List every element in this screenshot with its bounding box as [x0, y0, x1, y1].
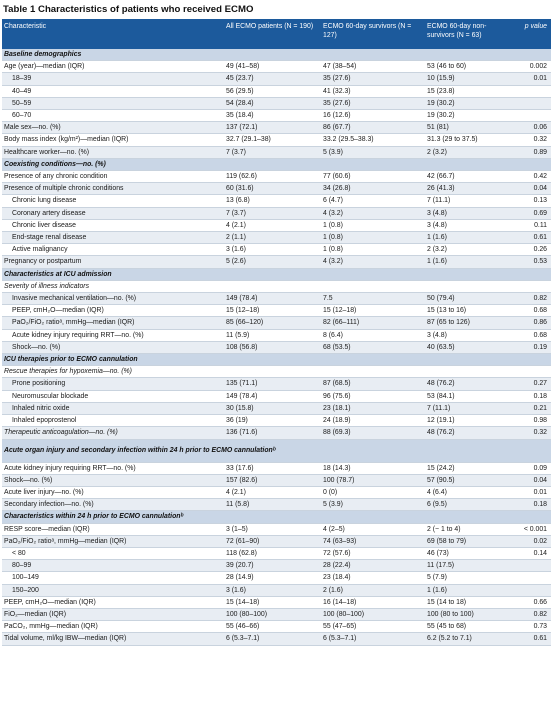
subsection-title: Severity of illness indicators — [2, 280, 551, 292]
cell-survivors: 47 (38–54) — [321, 61, 425, 73]
table-row — [2, 256, 551, 268]
cell-non-survivors: 19 (30.2) — [425, 110, 505, 122]
table-row — [2, 61, 551, 73]
cell-all-patients: 135 (71.1) — [224, 378, 321, 390]
cell-characteristic: Prone positioning — [2, 378, 224, 390]
table-row — [2, 195, 551, 207]
cell-characteristic: 60–70 — [2, 110, 224, 122]
cell-non-survivors: 2 (3.2) — [425, 244, 505, 256]
cell-all-patients: 39 (20.7) — [224, 560, 321, 572]
cell-characteristic: Body mass index (kg/m²)—median (IQR) — [2, 134, 224, 146]
cell-non-survivors: 2 (3.2) — [425, 146, 505, 158]
section-header-row — [2, 439, 551, 462]
cell-survivors: 15 (12–18) — [321, 305, 425, 317]
cell-p-value: 0.89 — [505, 146, 551, 158]
cell-characteristic: Chronic lung disease — [2, 195, 224, 207]
cell-characteristic: PaO₂/FiO₂ ratioᵃ, mmHg—median (IQR) — [2, 317, 224, 329]
cell-p-value: 0.98 — [505, 415, 551, 427]
cell-all-patients: 11 (5.8) — [224, 499, 321, 511]
table-row — [2, 134, 551, 146]
table-body — [2, 49, 551, 645]
cell-all-patients: 157 (82.6) — [224, 474, 321, 486]
cell-all-patients: 15 (14–18) — [224, 596, 321, 608]
cell-characteristic: Chronic liver disease — [2, 219, 224, 231]
cell-survivors: 18 (14.3) — [321, 462, 425, 474]
cell-characteristic: PaCO₂, mmHg—median (IQR) — [2, 621, 224, 633]
table-row — [2, 85, 551, 97]
cell-non-survivors: 31.3 (29 to 37.5) — [425, 134, 505, 146]
cell-non-survivors: 42 (66.7) — [425, 171, 505, 183]
cell-p-value: 0.73 — [505, 621, 551, 633]
cell-characteristic: 100–149 — [2, 572, 224, 584]
cell-p-value: 0.26 — [505, 244, 551, 256]
cell-all-patients: 35 (18.4) — [224, 110, 321, 122]
table-row — [2, 207, 551, 219]
cell-characteristic: Acute liver injury—no. (%) — [2, 486, 224, 498]
table-row — [2, 232, 551, 244]
cell-characteristic: Male sex—no. (%) — [2, 122, 224, 134]
cell-survivors: 41 (32.3) — [321, 85, 425, 97]
header-p-value: p value — [505, 19, 551, 49]
cell-all-patients: 56 (29.5) — [224, 85, 321, 97]
table-row — [2, 171, 551, 183]
cell-characteristic: Coronary artery disease — [2, 207, 224, 219]
cell-p-value: 0.18 — [505, 499, 551, 511]
header-row — [2, 19, 551, 49]
cell-all-patients: 5 (2.6) — [224, 256, 321, 268]
cell-non-survivors: 40 (63.5) — [425, 341, 505, 353]
cell-non-survivors: 50 (79.4) — [425, 293, 505, 305]
cell-characteristic: Neuromuscular blockade — [2, 390, 224, 402]
cell-p-value: 0.01 — [505, 486, 551, 498]
table-row — [2, 110, 551, 122]
cell-survivors: 74 (63–93) — [321, 535, 425, 547]
table-row — [2, 390, 551, 402]
cell-survivors: 23 (18.4) — [321, 572, 425, 584]
cell-p-value: 0.68 — [505, 329, 551, 341]
cell-p-value: 0.32 — [505, 134, 551, 146]
cell-p-value: 0.04 — [505, 183, 551, 195]
cell-non-survivors: 3 (4.8) — [425, 329, 505, 341]
cell-characteristic: End-stage renal disease — [2, 232, 224, 244]
cell-all-patients: 3 (1–5) — [224, 523, 321, 535]
cell-survivors: 1 (0.8) — [321, 244, 425, 256]
cell-survivors: 88 (69.3) — [321, 427, 425, 439]
cell-characteristic: Presence of any chronic condition — [2, 171, 224, 183]
cell-characteristic: Acute kidney injury requiring RRT—no. (%) — [2, 329, 224, 341]
cell-all-patients: 149 (78.4) — [224, 390, 321, 402]
table-row — [2, 462, 551, 474]
cell-survivors: 8 (6.4) — [321, 329, 425, 341]
cell-non-survivors: 3 (4.8) — [425, 207, 505, 219]
cell-survivors: 100 (80–100) — [321, 608, 425, 620]
cell-all-patients: 137 (72.1) — [224, 122, 321, 134]
table-row — [2, 305, 551, 317]
cell-survivors: 4 (3.2) — [321, 207, 425, 219]
table-row — [2, 402, 551, 414]
cell-p-value: 0.61 — [505, 633, 551, 645]
cell-survivors: 16 (14–18) — [321, 596, 425, 608]
cell-survivors: 35 (27.6) — [321, 73, 425, 85]
cell-p-value: 0.66 — [505, 596, 551, 608]
cell-survivors: 87 (68.5) — [321, 378, 425, 390]
table-row — [2, 523, 551, 535]
cell-survivors: 1 (0.8) — [321, 219, 425, 231]
cell-survivors: 2 (1.6) — [321, 584, 425, 596]
cell-survivors: 72 (57.6) — [321, 547, 425, 559]
table-row — [2, 621, 551, 633]
cell-survivors: 86 (67.7) — [321, 122, 425, 134]
cell-all-patients: 49 (41–58) — [224, 61, 321, 73]
cell-survivors: 55 (47–65) — [321, 621, 425, 633]
cell-p-value — [505, 584, 551, 596]
subsection-title: Rescue therapies for hypoxemia—no. (%) — [2, 366, 551, 378]
cell-characteristic: Active malignancy — [2, 244, 224, 256]
cell-non-survivors: 4 (6.4) — [425, 486, 505, 498]
cell-non-survivors: 48 (76.2) — [425, 378, 505, 390]
cell-non-survivors: 55 (45 to 68) — [425, 621, 505, 633]
cell-all-patients: 45 (23.7) — [224, 73, 321, 85]
cell-non-survivors: 1 (1.6) — [425, 232, 505, 244]
cell-survivors: 33.2 (29.5–38.3) — [321, 134, 425, 146]
cell-non-survivors: 46 (73) — [425, 547, 505, 559]
cell-p-value: 0.11 — [505, 219, 551, 231]
cell-characteristic: 150–200 — [2, 584, 224, 596]
cell-non-survivors: 12 (19.1) — [425, 415, 505, 427]
cell-all-patients: 7 (3.7) — [224, 146, 321, 158]
section-header-row — [2, 268, 551, 280]
cell-p-value: 0.18 — [505, 390, 551, 402]
subsection-row — [2, 280, 551, 292]
cell-survivors: 4 (3.2) — [321, 256, 425, 268]
cell-survivors: 16 (12.6) — [321, 110, 425, 122]
cell-p-value: 0.82 — [505, 608, 551, 620]
table-row — [2, 183, 551, 195]
cell-non-survivors: 7 (11.1) — [425, 195, 505, 207]
cell-non-survivors: 53 (46 to 60) — [425, 61, 505, 73]
cell-all-patients: 2 (1.1) — [224, 232, 321, 244]
cell-p-value: 0.68 — [505, 305, 551, 317]
cell-all-patients: 55 (46–66) — [224, 621, 321, 633]
section-header-row — [2, 354, 551, 366]
table-row — [2, 219, 551, 231]
section-title: Baseline demographics — [2, 49, 551, 61]
cell-survivors: 24 (18.9) — [321, 415, 425, 427]
cell-non-survivors: 11 (17.5) — [425, 560, 505, 572]
cell-survivors: 6 (4.7) — [321, 195, 425, 207]
cell-p-value: 0.69 — [505, 207, 551, 219]
cell-non-survivors: 87 (65 to 126) — [425, 317, 505, 329]
section-title: Acute organ injury and secondary infection within 24 h prior to ECMO cannulationᵇ — [2, 439, 551, 462]
cell-all-patients: 6 (5.3–7.1) — [224, 633, 321, 645]
cell-characteristic: Inhaled epoprostenol — [2, 415, 224, 427]
cell-all-patients: 136 (71.6) — [224, 427, 321, 439]
table-row — [2, 244, 551, 256]
table-row — [2, 608, 551, 620]
cell-non-survivors: 5 (7.9) — [425, 572, 505, 584]
cell-non-survivors: 51 (81) — [425, 122, 505, 134]
table-row — [2, 427, 551, 439]
table-row — [2, 499, 551, 511]
subsection-row — [2, 366, 551, 378]
cell-characteristic: Shock—no. (%) — [2, 474, 224, 486]
cell-characteristic: 18–39 — [2, 73, 224, 85]
cell-all-patients: 100 (80–100) — [224, 608, 321, 620]
cell-survivors: 100 (78.7) — [321, 474, 425, 486]
header-all-patients: All ECMO patients (N = 190) — [224, 19, 321, 49]
cell-all-patients: 15 (12–18) — [224, 305, 321, 317]
cell-p-value — [505, 572, 551, 584]
cell-p-value: 0.53 — [505, 256, 551, 268]
cell-characteristic: Age (year)—median (IQR) — [2, 61, 224, 73]
cell-characteristic: Presence of multiple chronic conditions — [2, 183, 224, 195]
cell-characteristic: 80–99 — [2, 560, 224, 572]
cell-p-value: 0.61 — [505, 232, 551, 244]
cell-p-value: 0.21 — [505, 402, 551, 414]
cell-all-patients: 32.7 (29.1–38) — [224, 134, 321, 146]
cell-characteristic: Acute kidney injury requiring RRT—no. (%) — [2, 462, 224, 474]
table-row — [2, 596, 551, 608]
cell-p-value: 0.09 — [505, 462, 551, 474]
cell-all-patients: 36 (19) — [224, 415, 321, 427]
cell-characteristic: PEEP, cmH₂O—median (IQR) — [2, 305, 224, 317]
cell-all-patients: 4 (2.1) — [224, 219, 321, 231]
table-row — [2, 378, 551, 390]
table-row — [2, 122, 551, 134]
cell-non-survivors: 57 (90.5) — [425, 474, 505, 486]
table-row — [2, 572, 551, 584]
cell-characteristic: Tidal volume, ml/kg IBW—median (IQR) — [2, 633, 224, 645]
cell-all-patients: 72 (61–90) — [224, 535, 321, 547]
cell-survivors: 0 (0) — [321, 486, 425, 498]
cell-all-patients: 119 (62.6) — [224, 171, 321, 183]
table-row — [2, 535, 551, 547]
cell-non-survivors: 1 (1.6) — [425, 256, 505, 268]
cell-all-patients: 118 (62.8) — [224, 547, 321, 559]
table-row — [2, 560, 551, 572]
cell-all-patients: 85 (66–120) — [224, 317, 321, 329]
header-characteristic: Characteristic — [2, 19, 224, 49]
cell-non-survivors: 53 (84.1) — [425, 390, 505, 402]
cell-p-value: 0.06 — [505, 122, 551, 134]
cell-characteristic: PaO₂/FiO₂ ratioᵃ, mmHg—median (IQR) — [2, 535, 224, 547]
section-title: ICU therapies prior to ECMO cannulation — [2, 354, 551, 366]
table-row — [2, 415, 551, 427]
cell-characteristic: Healthcare worker—no. (%) — [2, 146, 224, 158]
cell-characteristic: Inhaled nitric oxide — [2, 402, 224, 414]
table-row — [2, 97, 551, 109]
cell-non-survivors: 15 (14 to 18) — [425, 596, 505, 608]
cell-all-patients: 3 (1.6) — [224, 584, 321, 596]
cell-characteristic: 50–59 — [2, 97, 224, 109]
table-row — [2, 73, 551, 85]
cell-p-value: 0.13 — [505, 195, 551, 207]
cell-survivors: 6 (5.3–7.1) — [321, 633, 425, 645]
cell-characteristic: Therapeutic anticoagulation—no. (%) — [2, 427, 224, 439]
table-row — [2, 584, 551, 596]
cell-characteristic: Invasive mechanical ventilation—no. (%) — [2, 293, 224, 305]
cell-non-survivors: 48 (76.2) — [425, 427, 505, 439]
cell-survivors: 77 (60.6) — [321, 171, 425, 183]
cell-non-survivors: 2 (− 1 to 4) — [425, 523, 505, 535]
cell-non-survivors: 100 (80 to 100) — [425, 608, 505, 620]
cell-non-survivors: 15 (23.8) — [425, 85, 505, 97]
table-row — [2, 547, 551, 559]
cell-p-value: 0.01 — [505, 73, 551, 85]
cell-non-survivors: 69 (58 to 79) — [425, 535, 505, 547]
cell-non-survivors: 15 (13 to 16) — [425, 305, 505, 317]
cell-all-patients: 33 (17.6) — [224, 462, 321, 474]
section-title: Characteristics within 24 h prior to ECMO cannulationᵇ — [2, 511, 551, 523]
cell-p-value: 0.04 — [505, 474, 551, 486]
table-row — [2, 293, 551, 305]
cell-p-value: 0.82 — [505, 293, 551, 305]
table-row — [2, 329, 551, 341]
cell-all-patients: 108 (56.8) — [224, 341, 321, 353]
cell-non-survivors: 15 (24.2) — [425, 462, 505, 474]
header-survivors: ECMO 60-day survivors (N = 127) — [321, 19, 425, 49]
cell-non-survivors: 6 (9.5) — [425, 499, 505, 511]
cell-survivors: 1 (0.8) — [321, 232, 425, 244]
section-header-row — [2, 49, 551, 61]
table-row — [2, 146, 551, 158]
table-row — [2, 474, 551, 486]
cell-all-patients: 4 (2.1) — [224, 486, 321, 498]
cell-p-value: 0.19 — [505, 341, 551, 353]
cell-non-survivors: 3 (4.8) — [425, 219, 505, 231]
cell-p-value: < 0.001 — [505, 523, 551, 535]
cell-non-survivors: 7 (11.1) — [425, 402, 505, 414]
cell-all-patients: 11 (5.9) — [224, 329, 321, 341]
cell-characteristic: Pregnancy or postpartum — [2, 256, 224, 268]
cell-p-value — [505, 560, 551, 572]
cell-p-value: 0.02 — [505, 535, 551, 547]
section-title: Coexisting conditions—no. (%) — [2, 158, 551, 170]
section-header-row — [2, 511, 551, 523]
cell-p-value — [505, 97, 551, 109]
cell-p-value: 0.27 — [505, 378, 551, 390]
cell-p-value: 0.42 — [505, 171, 551, 183]
section-header-row — [2, 158, 551, 170]
cell-p-value: 0.002 — [505, 61, 551, 73]
cell-non-survivors: 26 (41.3) — [425, 183, 505, 195]
cell-characteristic: < 80 — [2, 547, 224, 559]
cell-survivors: 82 (66–111) — [321, 317, 425, 329]
cell-all-patients: 3 (1.6) — [224, 244, 321, 256]
cell-non-survivors: 10 (15.9) — [425, 73, 505, 85]
cell-all-patients: 28 (14.9) — [224, 572, 321, 584]
cell-survivors: 35 (27.6) — [321, 97, 425, 109]
section-title: Characteristics at ICU admission — [2, 268, 551, 280]
cell-characteristic: RESP score—median (IQR) — [2, 523, 224, 535]
cell-survivors: 4 (2–5) — [321, 523, 425, 535]
cell-all-patients: 7 (3.7) — [224, 207, 321, 219]
cell-survivors: 34 (26.8) — [321, 183, 425, 195]
cell-survivors: 23 (18.1) — [321, 402, 425, 414]
cell-characteristic: Secondary infection—no. (%) — [2, 499, 224, 511]
cell-non-survivors: 1 (1.6) — [425, 584, 505, 596]
cell-survivors: 68 (53.5) — [321, 341, 425, 353]
cell-characteristic: Shock—no. (%) — [2, 341, 224, 353]
table-title: Table 1 Characteristics of patients who received ECMO — [3, 4, 254, 15]
cell-characteristic: 40–49 — [2, 85, 224, 97]
cell-p-value: 0.86 — [505, 317, 551, 329]
cell-non-survivors: 6.2 (5.2 to 7.1) — [425, 633, 505, 645]
patient-characteristics-table — [2, 19, 551, 646]
cell-all-patients: 13 (6.8) — [224, 195, 321, 207]
header-non-survivors: ECMO 60-day non-survivors (N = 63) — [425, 19, 505, 49]
table-header — [2, 19, 551, 49]
cell-all-patients: 149 (78.4) — [224, 293, 321, 305]
cell-survivors: 28 (22.4) — [321, 560, 425, 572]
cell-survivors: 5 (3.9) — [321, 499, 425, 511]
table-row — [2, 317, 551, 329]
cell-survivors: 7.5 — [321, 293, 425, 305]
cell-all-patients: 30 (15.8) — [224, 402, 321, 414]
table-row — [2, 486, 551, 498]
cell-p-value — [505, 85, 551, 97]
cell-p-value — [505, 110, 551, 122]
cell-survivors: 5 (3.9) — [321, 146, 425, 158]
cell-characteristic: PEEP, cmH₂O—median (IQR) — [2, 596, 224, 608]
cell-non-survivors: 19 (30.2) — [425, 97, 505, 109]
cell-p-value: 0.14 — [505, 547, 551, 559]
table-row — [2, 633, 551, 645]
cell-characteristic: FiO₂—median (IQR) — [2, 608, 224, 620]
table-row — [2, 341, 551, 353]
cell-all-patients: 54 (28.4) — [224, 97, 321, 109]
cell-p-value: 0.32 — [505, 427, 551, 439]
cell-all-patients: 60 (31.6) — [224, 183, 321, 195]
cell-survivors: 96 (75.6) — [321, 390, 425, 402]
